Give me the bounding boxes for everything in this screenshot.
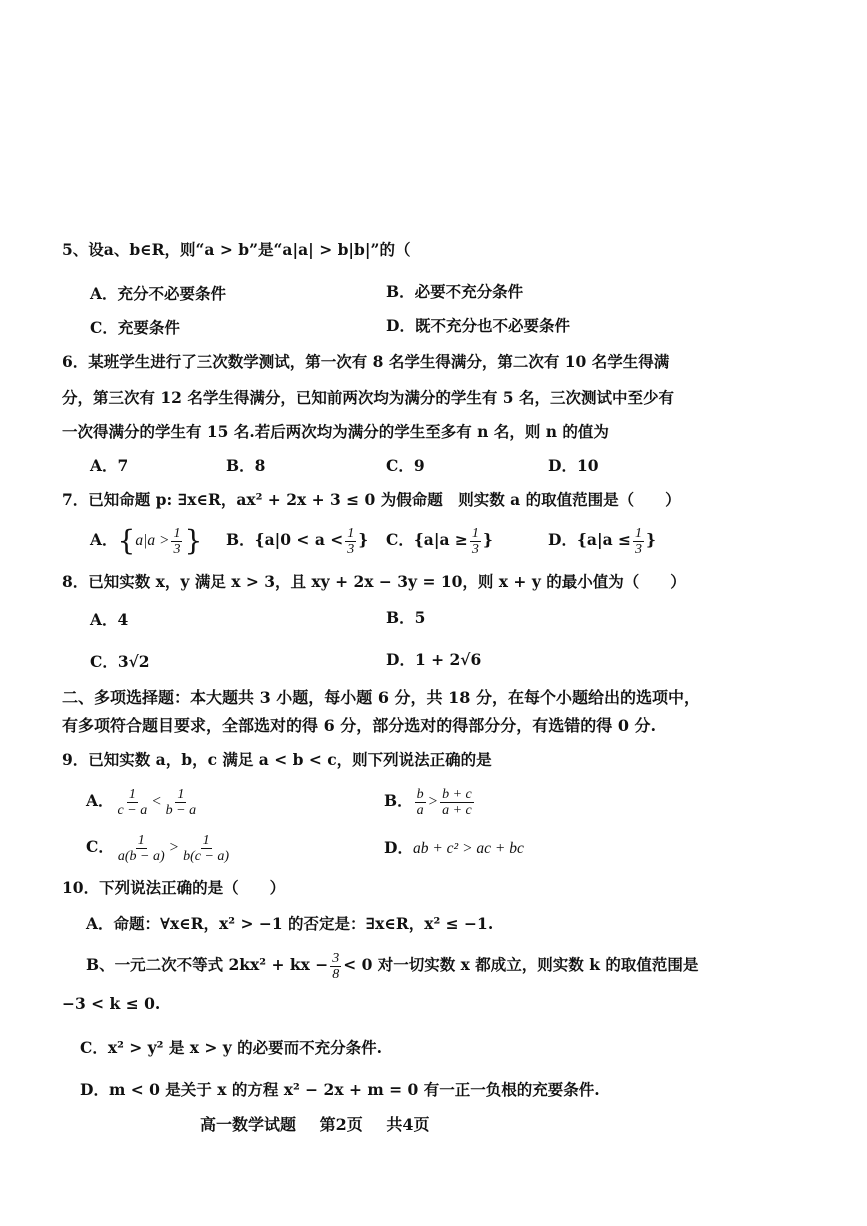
q6-option-b: B．8 <box>226 456 266 475</box>
section-2-heading-line2: 有多项符合题目要求，全部选对的得 6 分，部分选对的得部分分，有选错的得 0 分. <box>62 716 657 735</box>
q8-option-c: C．3√2 <box>90 652 150 671</box>
q8-option-b: B．5 <box>386 608 426 627</box>
fraction-denominator: b − a <box>165 802 197 818</box>
fraction-denominator: 8 <box>332 966 340 982</box>
q8-stem: 8．已知实数 x，y 满足 x > 3，且 xy + 2x − 3y = 10，则 x + y 的最小值为（ ） <box>62 572 686 591</box>
close-brace: } <box>482 530 493 549</box>
left-brace: { <box>117 524 136 557</box>
q10-option-c: C．x² > y² 是 x > y 的必要而不充分条件. <box>80 1038 383 1057</box>
q10-option-d: D．m < 0 是关于 x 的方程 x² − 2x + m = 0 有一正一负根的充要条件. <box>80 1080 600 1099</box>
q9-option-d-label: D． <box>384 838 413 857</box>
fraction-denominator: 3 <box>471 541 479 557</box>
fraction-denominator: 3 <box>173 541 181 557</box>
q9-option-b <box>384 782 476 821</box>
q10-option-a: A．命题：∀x∈R，x² > −1 的否定是：∃x∈R，x² ≤ −1. <box>86 914 494 933</box>
q9-option-d <box>384 838 524 859</box>
q7-option-b-label: B．{a|0 < a < <box>226 530 344 549</box>
q10-option-b-text-after: < 0 对一切实数 x 都成立，则实数 k 的取值范围是 <box>343 955 699 974</box>
q9-option-c-label: C． <box>86 837 114 856</box>
q8-option-a: A．4 <box>90 610 129 629</box>
fraction-denominator: 3 <box>347 541 355 557</box>
fraction <box>164 787 198 818</box>
close-brace: } <box>358 530 369 549</box>
fraction-numerator: 1 <box>635 525 643 541</box>
q7-option-b <box>226 522 368 558</box>
operator: > <box>168 839 180 856</box>
fraction-numerator: b <box>416 786 424 802</box>
q7-stem: 7．已知命题 p: ∃x∈R，ax² + 2x + 3 ≤ 0 为假命题 则实数 a 的取值范围是（ ） <box>62 490 681 509</box>
fraction-denominator: c − a <box>117 802 148 818</box>
q7-option-a-label: A． <box>90 530 118 549</box>
footer-title: 高一数学试题 <box>200 1115 297 1134</box>
fraction <box>440 787 474 818</box>
q10-option-b <box>86 946 698 984</box>
q7-option-c <box>386 522 493 558</box>
q10-stem: 10．下列说法正确的是（ ） <box>62 878 286 897</box>
q5-option-d: D．既不充分也不必要条件 <box>386 316 570 335</box>
fraction <box>181 833 231 864</box>
q9-stem: 9．已知实数 a，b，c 满足 a < b < c，则下列说法正确的是 <box>62 750 492 769</box>
q6-stem-line1: 6．某班学生进行了三次数学测试，第一次有 8 名学生得满分，第二次有 10 名学生得满 <box>62 352 670 371</box>
q10-option-b-text-before: B、一元二次不等式 2kx² + kx − <box>86 955 329 974</box>
fraction-numerator: b + c <box>442 786 472 802</box>
q7-option-a-set: a|a > <box>135 532 170 549</box>
q5-option-b: B．必要不充分条件 <box>386 282 524 301</box>
q7-option-c-label: C．{a|a ≥ <box>386 530 468 549</box>
q6-option-c: C．9 <box>386 456 425 475</box>
q9-option-a <box>86 782 200 821</box>
fraction-numerator: 3 <box>332 950 340 966</box>
operator: < <box>151 793 162 810</box>
q7-option-d <box>548 522 656 558</box>
fraction-numerator: 1 <box>347 525 355 541</box>
q7-option-a <box>90 522 202 559</box>
fraction <box>116 833 167 864</box>
footer-page-number: 第2页 <box>319 1115 363 1134</box>
q6-stem-line3: 一次得满分的学生有 15 名.若后两次均为满分的学生至多有 n 名，则 n 的值为 <box>62 422 609 441</box>
q9-option-b-label: B． <box>384 791 413 810</box>
q5-stem: 5、设a、b∈R，则“a > b”是“a|a| > b|b|”的（ <box>62 240 411 259</box>
q9-option-c <box>86 828 233 867</box>
fraction-denominator: b(c − a) <box>183 848 230 864</box>
right-brace: } <box>184 524 203 557</box>
fraction-numerator: 1 <box>128 786 136 802</box>
footer-total-pages: 共4页 <box>386 1115 430 1134</box>
q9-option-a-label: A． <box>86 791 114 810</box>
q5-option-c: C．充要条件 <box>90 318 180 337</box>
fraction <box>633 526 644 557</box>
page-footer <box>200 1112 447 1135</box>
fraction-numerator: 1 <box>137 832 145 848</box>
q5-option-a: A．充分不必要条件 <box>90 284 227 303</box>
fraction <box>171 526 182 557</box>
q9-option-d-expression: ab + c² > ac + bc <box>412 840 524 857</box>
fraction-numerator: 1 <box>202 832 210 848</box>
q10-option-b-line2: −3 < k ≤ 0. <box>62 994 161 1013</box>
q6-option-a: A．7 <box>90 456 129 475</box>
fraction <box>345 526 356 557</box>
fraction <box>330 951 341 982</box>
q6-stem-line2: 分，第三次有 12 名学生得满分，已知前两次均为满分的学生有 5 名，三次测试中至少有 <box>62 388 674 407</box>
fraction-numerator: 1 <box>471 525 479 541</box>
operator: > <box>427 793 439 810</box>
fraction-denominator: a(b − a) <box>117 848 165 864</box>
fraction-denominator: a + c <box>442 802 472 818</box>
q8-option-d: D．1 + 2√6 <box>386 650 482 669</box>
fraction-numerator: 1 <box>173 525 181 541</box>
fraction <box>116 787 150 818</box>
fraction <box>470 526 481 557</box>
close-brace: } <box>646 530 656 549</box>
q6-option-d: D．10 <box>548 456 599 475</box>
fraction-numerator: 1 <box>177 786 185 802</box>
section-2-heading-line1: 二、多项选择题：本大题共 3 小题，每小题 6 分，共 18 分，在每个小题给出的选项中， <box>62 688 700 707</box>
q7-option-d-label: D．{a|a ≤ <box>548 530 632 549</box>
fraction-denominator: a <box>416 802 424 818</box>
fraction-denominator: 3 <box>635 541 643 557</box>
fraction <box>415 787 426 818</box>
